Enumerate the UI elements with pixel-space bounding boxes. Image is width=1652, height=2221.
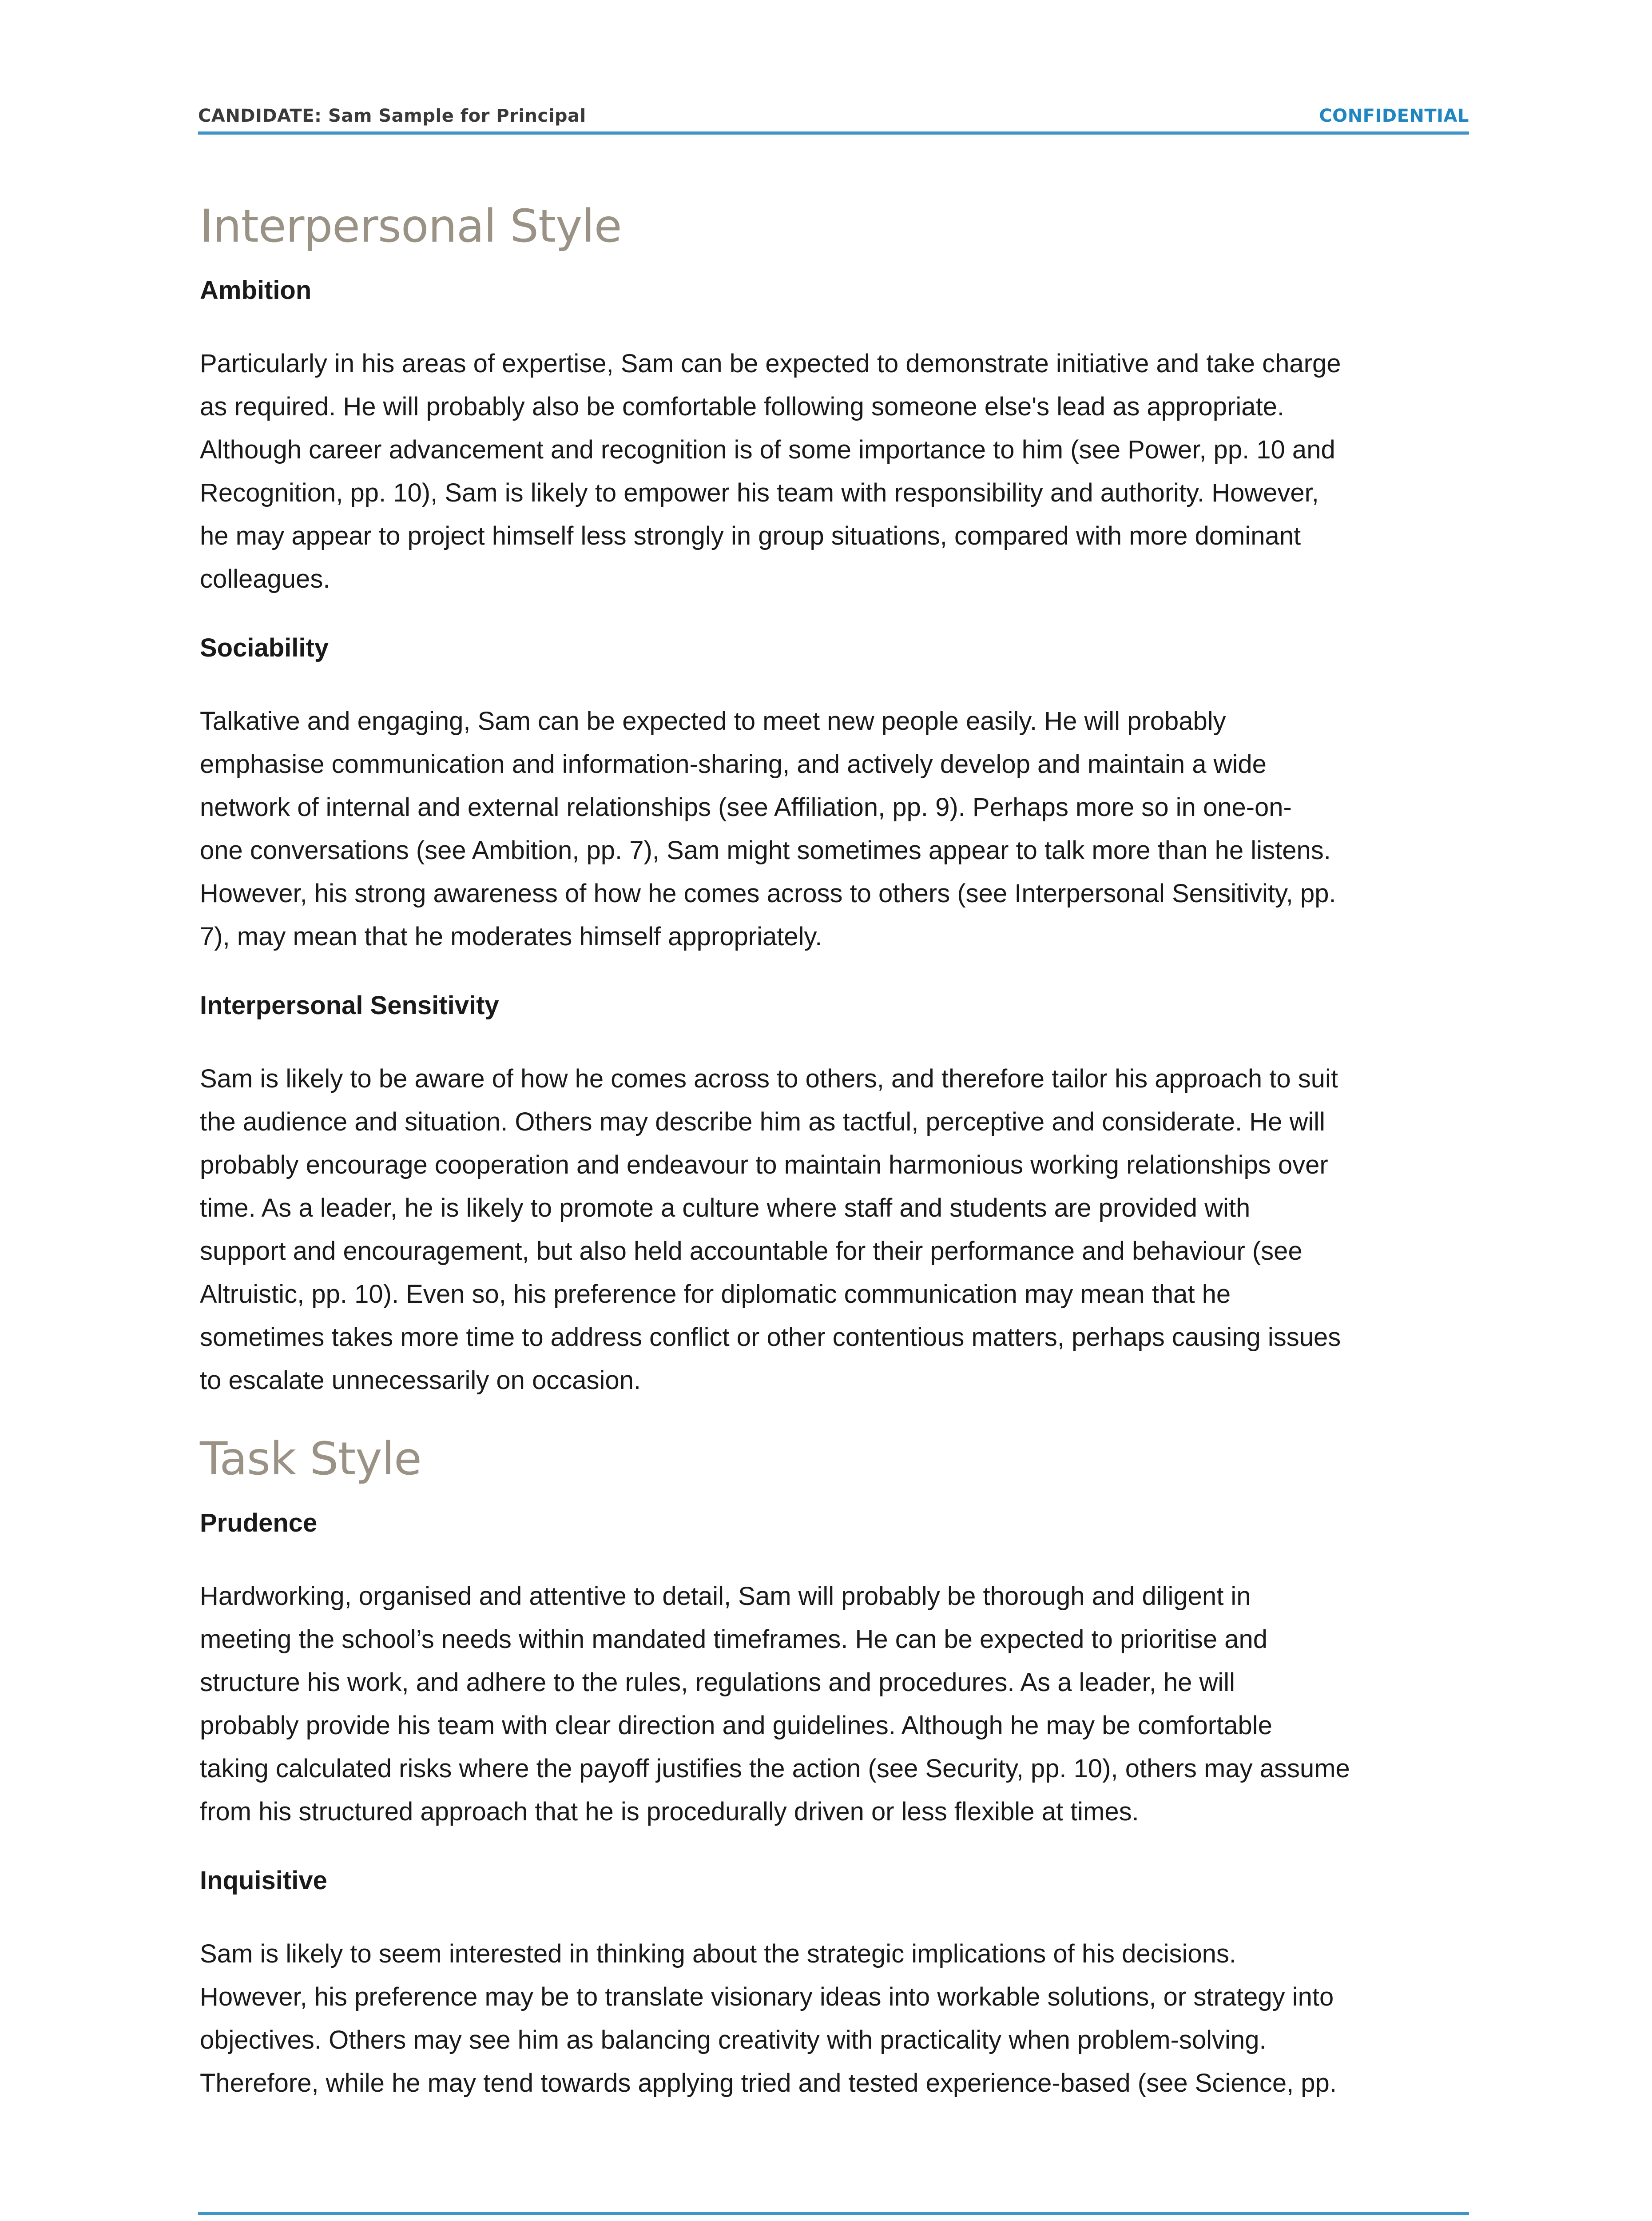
text-line: meeting the school’s needs within mandated timeframes. He can be expected to prioritise and bbox=[200, 1625, 1268, 1654]
candidate-label: CANDIDATE: Sam Sample for Principal bbox=[198, 106, 586, 126]
paragraph-sociability bbox=[200, 700, 1471, 958]
paragraph-interpersonal-sensitivity bbox=[200, 1057, 1471, 1402]
text-line: Altruistic, pp. 10). Even so, his preference for diplomatic communication may mean that he bbox=[200, 1280, 1231, 1309]
text-line: network of internal and external relationships (see Affiliation, pp. 9). Perhaps more so in one-on- bbox=[200, 793, 1292, 822]
text-line: Therefore, while he may tend towards applying tried and tested experience-based (see Science, pp. bbox=[200, 2069, 1337, 2098]
text-line: from his structured approach that he is procedurally driven or less flexible at times. bbox=[200, 1797, 1139, 1826]
section-title-interpersonal-style: Interpersonal Style bbox=[200, 200, 622, 253]
subheading-prudence: Prudence bbox=[200, 1509, 318, 1537]
subheading-inquisitive: Inquisitive bbox=[200, 1866, 327, 1895]
text-line: the audience and situation. Others may describe him as tactful, perceptive and considerate. He will bbox=[200, 1107, 1326, 1136]
text-line: probably provide his team with clear direction and guidelines. Although he may be comfortable bbox=[200, 1711, 1272, 1740]
text-line: Particularly in his areas of expertise, Sam can be expected to demonstrate initiative and take charge bbox=[200, 349, 1341, 378]
text-line: probably encourage cooperation and endeavour to maintain harmonious working relationships over bbox=[200, 1150, 1328, 1179]
paragraph-inquisitive bbox=[200, 1932, 1471, 2105]
section-title-task-style: Task Style bbox=[200, 1433, 421, 1485]
confidential-label: CONFIDENTIAL bbox=[1319, 106, 1469, 126]
text-line: emphasise communication and information-sharing, and actively develop and maintain a wide bbox=[200, 750, 1267, 779]
page-footer bbox=[198, 2219, 1469, 2221]
text-line: Sam is likely to seem interested in thinking about the strategic implications of his decisions. bbox=[200, 1939, 1237, 1968]
text-line: Hardworking, organised and attentive to detail, Sam will probably be thorough and diligent in bbox=[200, 1582, 1251, 1611]
paragraph-ambition bbox=[200, 342, 1471, 601]
text-line: However, his strong awareness of how he comes across to others (see Interpersonal Sensitivity, pp. bbox=[200, 879, 1336, 908]
header-rule bbox=[198, 131, 1469, 135]
text-line: sometimes takes more time to address conflict or other contentious matters, perhaps causing issues bbox=[200, 1323, 1341, 1352]
subheading-interpersonal-sensitivity: Interpersonal Sensitivity bbox=[200, 991, 499, 1020]
text-line: Talkative and engaging, Sam can be expected to meet new people easily. He will probably bbox=[200, 707, 1226, 736]
subheading-sociability: Sociability bbox=[200, 633, 329, 662]
text-line: he may appear to project himself less strongly in group situations, compared with more dominant bbox=[200, 521, 1301, 550]
text-line: structure his work, and adhere to the rules, regulations and procedures. As a leader, he will bbox=[200, 1668, 1235, 1697]
footer-rule bbox=[198, 2212, 1469, 2215]
text-line: to escalate unnecessarily on occasion. bbox=[200, 1366, 641, 1395]
text-line: support and encouragement, but also held accountable for their performance and behaviour (see bbox=[200, 1237, 1303, 1266]
text-line: as required. He will probably also be comfortable following someone else's lead as appropriate. bbox=[200, 392, 1284, 421]
text-line: colleagues. bbox=[200, 565, 330, 593]
text-line: However, his preference may be to translate visionary ideas into workable solutions, or strategy into bbox=[200, 1982, 1334, 2011]
text-line: one conversations (see Ambition, pp. 7), Sam might sometimes appear to talk more than he listens. bbox=[200, 836, 1331, 865]
subheading-ambition: Ambition bbox=[200, 276, 312, 305]
text-line: 7), may mean that he moderates himself appropriately. bbox=[200, 922, 822, 951]
paragraph-prudence bbox=[200, 1575, 1471, 1833]
text-line: taking calculated risks where the payoff justifies the action (see Security, pp. 10), others may assume bbox=[200, 1754, 1350, 1783]
text-line: Although career advancement and recognition is of some importance to him (see Power, pp. 10 and bbox=[200, 435, 1335, 464]
text-line: Recognition, pp. 10), Sam is likely to empower his team with responsibility and authority. However, bbox=[200, 478, 1319, 507]
text-line: objectives. Others may see him as balancing creativity with practicality when problem-solving. bbox=[200, 2026, 1267, 2054]
text-line: time. As a leader, he is likely to promote a culture where staff and students are provided with bbox=[200, 1194, 1251, 1222]
page-header bbox=[198, 99, 1469, 130]
text-line: Sam is likely to be aware of how he comes across to others, and therefore tailor his approach to suit bbox=[200, 1064, 1338, 1093]
